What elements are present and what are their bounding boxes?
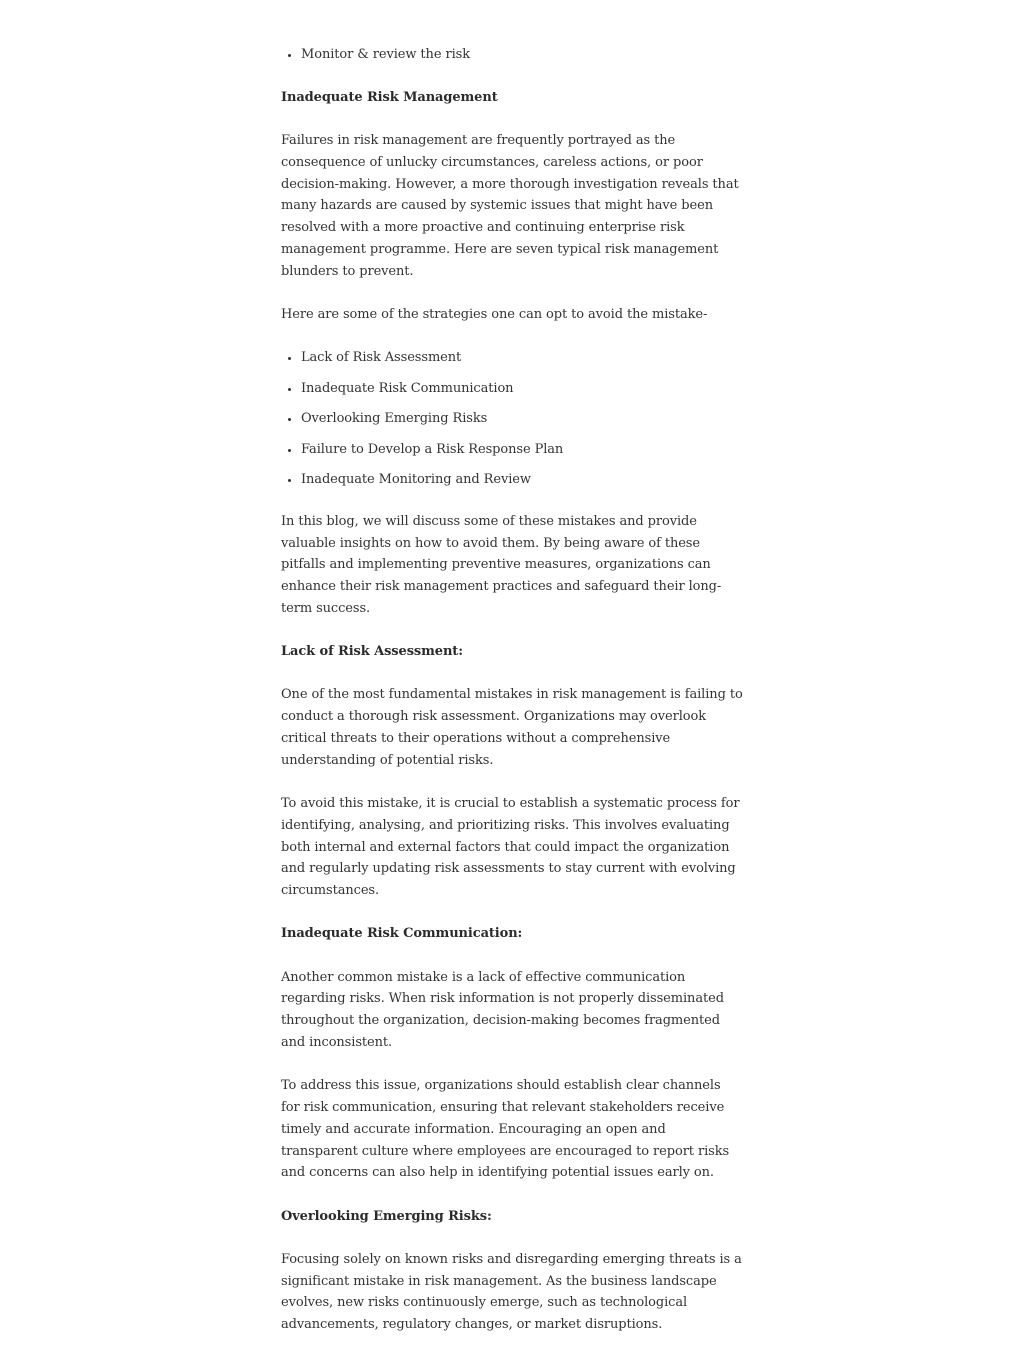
body-paragraph: Another common mistake is a lack of effective communication regarding risks. When risk information is not properly disseminated throughout the organization, decision-making becomes fragmented and inconsistent. xyxy=(281,969,724,1050)
blog-intro-paragraph: In this blog, we will discuss some of these mistakes and provide valuable insights on how to avoid them. By being aware of these pitfalls and implementing preventive measures, organizations can enhance their risk management practices and safeguard their long-term success. xyxy=(281,513,722,617)
body-paragraph: To address this issue, organizations should establish clear channels for risk communication, ensuring that relevant stakeholders receive timely and accurate information. Encouraging an open and transparent culture where employees are encouraged to report risks and concerns can also help in identifying potential issues early on. xyxy=(281,1078,730,1181)
list-item: • Lack of Risk Assessment xyxy=(301,347,743,369)
strategies-intro: Here are some of the strategies one can opt to avoid the mistake- xyxy=(281,306,708,322)
section-heading: Overlooking Emerging Risks: xyxy=(281,1208,492,1224)
body-paragraph: One of the most fundamental mistakes in risk management is failing to conduct a thorough risk assessment. Organizations may overlook critical threats to their operations without a comprehensive understanding of potential risks. xyxy=(281,687,743,768)
strategies-list xyxy=(281,347,743,491)
list-item: • Inadequate Risk Communication xyxy=(301,378,743,400)
list-item: • Failure to Develop a Risk Response Plan xyxy=(301,439,743,461)
list-item: • Inadequate Monitoring and Review xyxy=(301,469,743,491)
top-bullet-list xyxy=(281,44,743,66)
section-heading: Inadequate Risk Communication: xyxy=(281,926,523,942)
list-item: • Monitor & review the risk xyxy=(301,44,743,66)
list-item: • Overlooking Emerging Risks xyxy=(301,408,743,430)
intro-paragraph: Failures in risk management are frequently portrayed as the consequence of unlucky circumstances, careless actions, or poor decision-making. However, a more thorough investigation reveals that many hazards are caused by systemic issues that might have been resolved with a more proactive and continuing enterprise risk management programme. Here are seven typical risk management blunders to prevent. xyxy=(281,132,739,279)
section-heading: Lack of Risk Assessment: xyxy=(281,644,463,660)
body-paragraph: Focusing solely on known risks and disregarding emerging threats is a significant mistake in risk management. As the business landscape evolves, new risks continuously emerge, such as technological advancements, regulatory changes, or market disruptions. xyxy=(281,1251,742,1333)
section-heading: Inadequate Risk Management xyxy=(281,89,498,105)
body-paragraph: To avoid this mistake, it is crucial to establish a systematic process for identifying, analysing, and prioritizing risks. This involves evaluating both internal and external factors that could impact the organization and regularly updating risk assessments to stay current with evolving circumstances. xyxy=(281,796,740,899)
article-body xyxy=(281,44,743,1357)
